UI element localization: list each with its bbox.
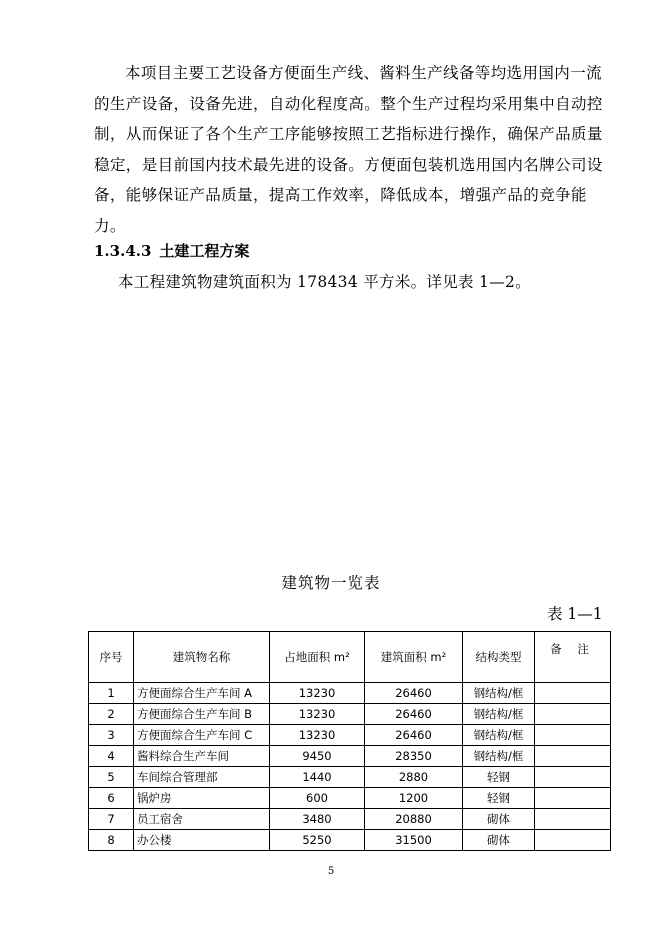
cell-land-area: 600 — [270, 788, 365, 809]
cell-structure: 砌体 — [463, 809, 535, 830]
section-heading — [94, 240, 249, 261]
cell-structure: 钢结构/框 — [463, 683, 535, 704]
buildings-table — [88, 631, 611, 851]
cell-note — [535, 725, 611, 746]
table-row — [89, 809, 611, 830]
section-title: 土建工程方案 — [159, 242, 250, 260]
cell-floor-area: 26460 — [365, 725, 463, 746]
section-number: 1.3.4.3 — [94, 242, 152, 260]
cell-index: 5 — [89, 767, 134, 788]
cell-floor-area: 1200 — [365, 788, 463, 809]
cell-land-area: 5250 — [270, 830, 365, 851]
cell-land-area: 13230 — [270, 725, 365, 746]
cell-name: 酱料综合生产车间 — [134, 746, 270, 767]
cell-index: 3 — [89, 725, 134, 746]
cell-index: 1 — [89, 683, 134, 704]
cell-floor-area: 26460 — [365, 704, 463, 725]
page-number: 5 — [327, 866, 335, 877]
header-structure: 结构类型 — [463, 632, 535, 683]
cell-note — [535, 830, 611, 851]
cell-index: 8 — [89, 830, 134, 851]
cell-floor-area: 20880 — [365, 809, 463, 830]
table-header-row — [89, 632, 611, 683]
cell-note — [535, 746, 611, 767]
cell-index: 2 — [89, 704, 134, 725]
cell-structure: 钢结构/框 — [463, 746, 535, 767]
cell-index: 6 — [89, 788, 134, 809]
cell-name: 办公楼 — [134, 830, 270, 851]
cell-structure: 轻钢 — [463, 767, 535, 788]
cell-land-area: 13230 — [270, 683, 365, 704]
cell-index: 7 — [89, 809, 134, 830]
cell-note — [535, 683, 611, 704]
section-text: 本工程建筑物建筑面积为 178434 平方米。详见表 1—2。 — [118, 273, 531, 291]
cell-land-area: 13230 — [270, 704, 365, 725]
cell-index: 4 — [89, 746, 134, 767]
cell-note — [535, 704, 611, 725]
cell-structure: 钢结构/框 — [463, 725, 535, 746]
table-row — [89, 683, 611, 704]
cell-floor-area: 28350 — [365, 746, 463, 767]
header-note: 备 注 — [535, 632, 611, 683]
intro-paragraph: 本项目主要工艺设备方便面生产线、酱料生产线备等均选用国内一流的生产设备，设备先进，自动化程度高。整个生产过程均采用集中自动控制，从而保证了各个生产工序能够按照工艺指标进行操作，确保产品质量稳定，是目前国内技术最先进的设备。方便面包装机选用国内名牌公司设备，能够保证产品质量，提高工作效率，降低成本，增强产品的竞争能力。 — [94, 64, 603, 235]
header-index: 序号 — [89, 632, 134, 683]
header-floor-area: 建筑面积 m² — [365, 632, 463, 683]
cell-floor-area: 2880 — [365, 767, 463, 788]
table-number: 表 1—1 — [547, 605, 603, 623]
cell-structure: 砌体 — [463, 830, 535, 851]
cell-land-area: 9450 — [270, 746, 365, 767]
table-row — [89, 767, 611, 788]
cell-structure: 钢结构/框 — [463, 704, 535, 725]
cell-name: 方便面综合生产车间 A — [134, 683, 270, 704]
table-row — [89, 746, 611, 767]
table-row — [89, 704, 611, 725]
cell-floor-area: 26460 — [365, 683, 463, 704]
cell-name: 锅炉房 — [134, 788, 270, 809]
table-row — [89, 830, 611, 851]
cell-name: 方便面综合生产车间 C — [134, 725, 270, 746]
table-title: 建筑物一览表 — [281, 574, 381, 592]
table-row — [89, 788, 611, 809]
cell-name: 方便面综合生产车间 B — [134, 704, 270, 725]
cell-name: 车间综合管理部 — [134, 767, 270, 788]
cell-name: 员工宿舍 — [134, 809, 270, 830]
cell-note — [535, 788, 611, 809]
cell-structure: 轻钢 — [463, 788, 535, 809]
cell-floor-area: 31500 — [365, 830, 463, 851]
cell-land-area: 3480 — [270, 809, 365, 830]
cell-land-area: 1440 — [270, 767, 365, 788]
cell-note — [535, 809, 611, 830]
header-name: 建筑物名称 — [134, 632, 270, 683]
table-row — [89, 725, 611, 746]
header-land-area: 占地面积 m² — [270, 632, 365, 683]
cell-note — [535, 767, 611, 788]
